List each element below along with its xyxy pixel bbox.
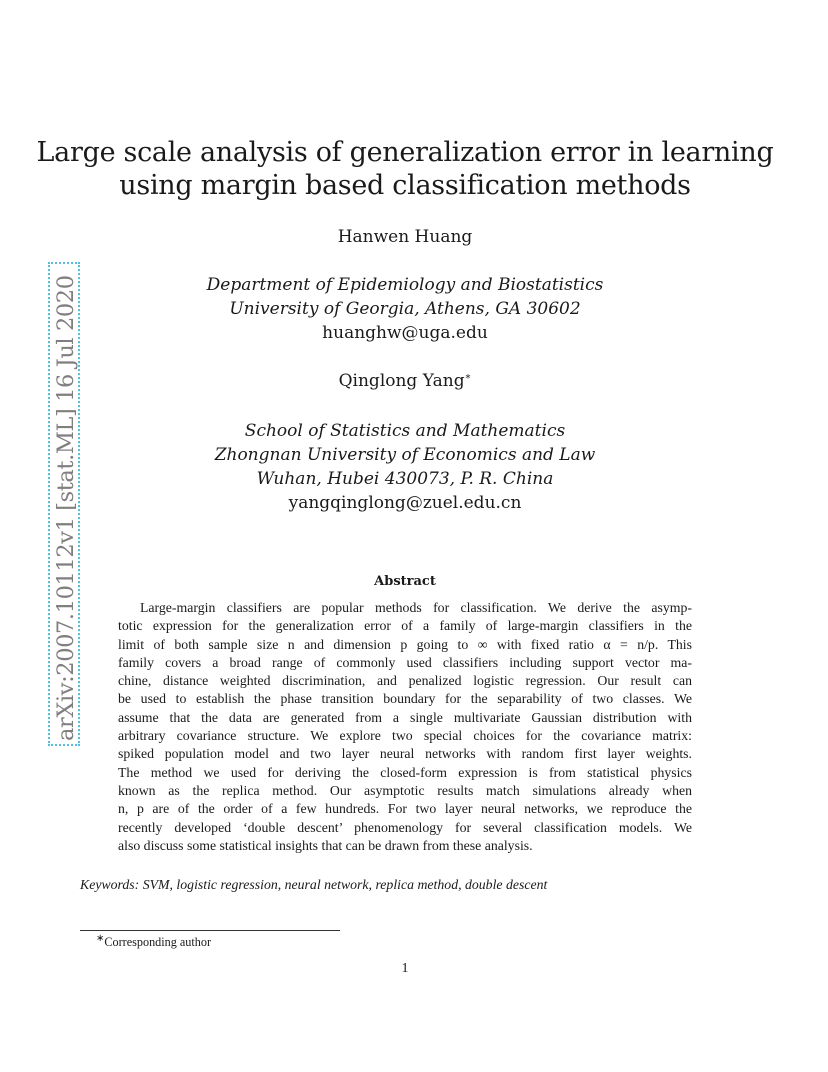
abstract-line: family covers a broad range of commonly used classifiers including support vector ma- (118, 654, 692, 670)
paper-title (0, 136, 810, 202)
abstract-heading: Abstract (374, 574, 436, 589)
footnote (96, 933, 211, 950)
abstract-line: spiked population model and two layer neural networks with random first layer weights. (118, 746, 692, 762)
author-2-name-line (0, 371, 810, 391)
footnote-mark: ∗ (96, 933, 105, 944)
author-2-affiliation (0, 419, 810, 515)
abstract-line: totic expression for the generalization error of a family of large-margin classifiers in the (118, 618, 692, 634)
title-line-1: Large scale analysis of generalization error in learning (36, 137, 774, 168)
author-2-email: yangqinglong@zuel.edu.cn (288, 493, 522, 513)
author-2-dept: School of Statistics and Mathematics (244, 421, 566, 441)
author-2-name: Qinglong Yang (338, 371, 465, 391)
abstract-line: known as the replica method. Our asymptotic results match simulations already when (118, 782, 692, 798)
keywords: Keywords: SVM, logistic regression, neural network, replica method, double descent (80, 877, 548, 892)
author-1-name: Hanwen Huang (337, 227, 473, 247)
author-1-dept: Department of Epidemiology and Biostatistics (206, 275, 604, 295)
abstract-line: also discuss some statistical insights that can be drawn from these analysis. (118, 837, 533, 853)
abstract-line: limit of both sample size n and dimension p going to ∞ with fixed ratio α = n/p. This (118, 636, 692, 652)
abstract-line: recently developed ‘double descent’ phenomenology for several classification models. We (118, 819, 692, 835)
abstract-line: n, p are of the order of a few hundreds. For two layer neural networks, we reproduce the (118, 801, 692, 817)
abstract-line: chine, distance weighted discrimination, and penalized logistic regression. Our result can (118, 673, 692, 689)
abstract-body (118, 599, 692, 855)
title-line-2: using margin based classification methods (119, 170, 691, 201)
arxiv-stamp-text: arXiv:2007.10112v1 [stat.ML] 16 Jul 2020 (48, 262, 80, 746)
author-1-affiliation (0, 273, 810, 345)
abstract-line: The method we used for deriving the closed-form expression is from statistical physics (118, 764, 692, 780)
footnote-rule (80, 930, 340, 931)
author-2-city: Wuhan, Hubei 430073, P. R. China (256, 469, 554, 489)
author-1-univ: University of Georgia, Athens, GA 30602 (229, 299, 581, 319)
footnote-text: Corresponding author (104, 935, 212, 950)
author-1-email: huanghw@uga.edu (322, 323, 488, 343)
abstract-line: be used to establish the phase transition boundary for the separability of two classes. We (118, 691, 692, 707)
abstract-line: arbitrary covariance structure. We explore two special choices for the covariance matrix: (118, 728, 692, 744)
abstract-line: Large-margin classifiers are popular methods for classification. We derive the asymp- (140, 600, 692, 615)
author-2-mark: ∗ (464, 371, 472, 383)
author-2-univ: Zhongnan University of Economics and Law (214, 445, 596, 465)
page-number: 1 (401, 961, 409, 976)
abstract-line: assume that the data are generated from a single multivariate Gaussian distribution with (118, 709, 692, 725)
